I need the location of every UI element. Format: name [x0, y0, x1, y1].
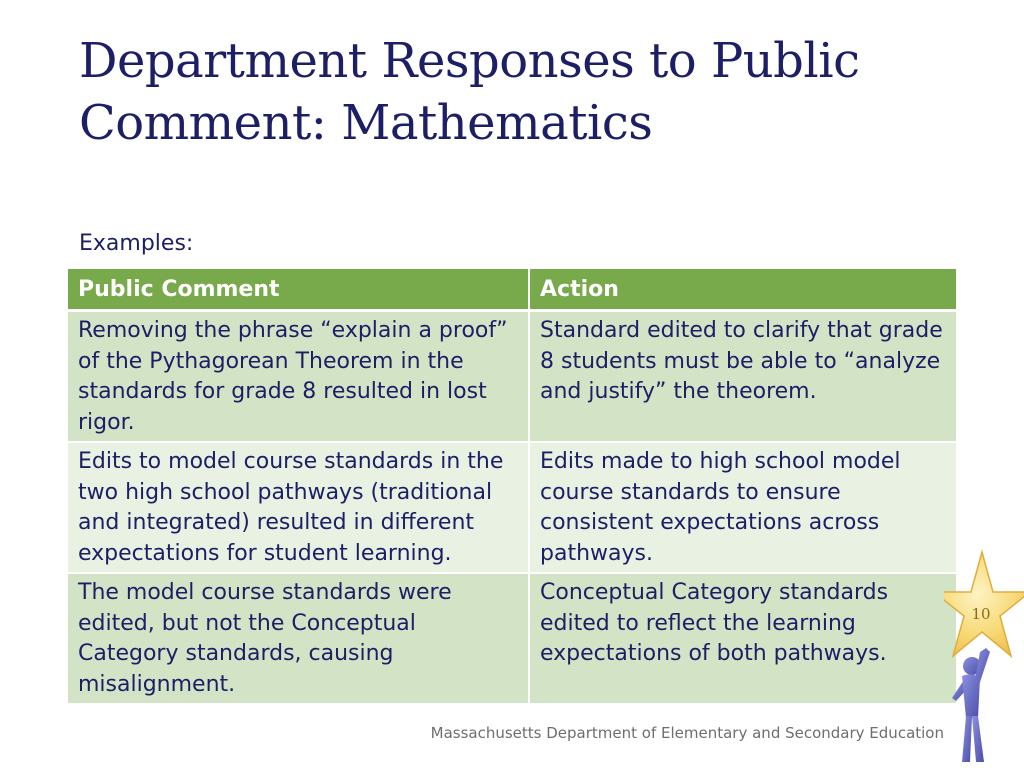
header-public-comment: Public Comment: [68, 269, 529, 311]
table-row: [68, 573, 956, 703]
star-holding-figure-icon: [944, 548, 1024, 768]
person-figure: [952, 648, 990, 762]
header-action: Action: [529, 269, 956, 311]
comment-table: [68, 269, 956, 703]
action-cell: Conceptual Category standards edited to reflect the learning expectations of both pathways.: [529, 573, 956, 703]
action-cell: Standard edited to clarify that grade 8 students must be able to “analyze and justify” the theorem.: [529, 311, 956, 443]
table-row: [68, 442, 956, 573]
examples-label: Examples:: [79, 231, 194, 256]
table-row: [68, 311, 956, 443]
comment-cell: Removing the phrase “explain a proof” of the Pythagorean Theorem in the standards for grade 8 resulted in lost rigor.: [68, 311, 529, 443]
comment-cell: Edits to model course standards in the two high school pathways (traditional and integrated) resulted in different expectations for student learning.: [68, 442, 529, 573]
action-cell: Edits made to high school model course standards to ensure consistent expectations across pathways.: [529, 442, 956, 573]
table-header-row: [68, 269, 956, 311]
page-number: 10: [971, 605, 991, 623]
star-shape: [944, 552, 1024, 656]
footer-text: Massachusetts Department of Elementary and Secondary Education: [430, 724, 944, 742]
slide-title: Department Responses to Public Comment: Mathematics: [79, 33, 860, 151]
comment-cell: The model course standards were edited, but not the Conceptual Category standards, causing misalignment.: [68, 573, 529, 703]
